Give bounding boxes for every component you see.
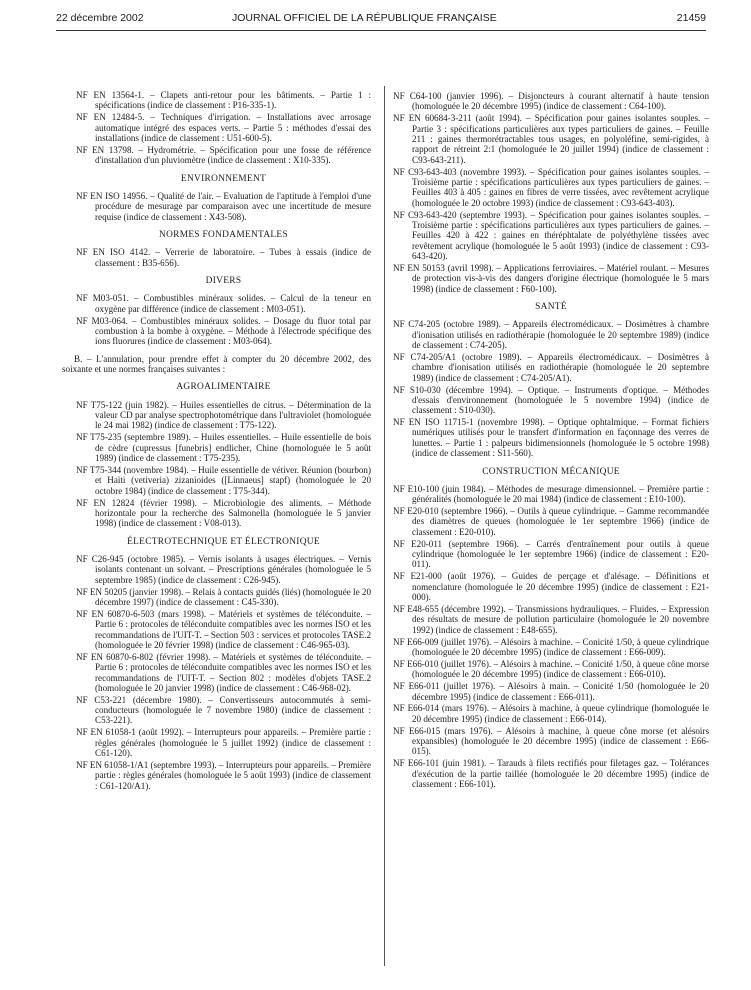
standard-entry: NF EN 61058-1 (août 1992). – Interrupteurs pour appareils. – Première partie : règles générales (homologuée le 5 juillet 1992) (indice de classement : C61-120). bbox=[76, 727, 371, 759]
standard-entry: NF C74-205/A1 (octobre 1989). – Appareils électromédicaux. – Dosimètres à chambre d'ionisation utilisés en radiothérapie (homologuée le 20 septembre 1989) (indice de classement : C74-205/A1). bbox=[393, 351, 709, 383]
section-heading: AGROALIMENTAIRE bbox=[176, 382, 271, 393]
standard-entry: NF C26-945 (octobre 1985). – Vernis isolants à usages électriques. – Vernis isolants contenant un solvant. – Prescriptions générales (homologuée le 5 septembre 1985) (indice de classement : C26-945). bbox=[76, 553, 371, 585]
standard-entry: NF E66-101 (juin 1981). – Tarauds à filets rectifiés pour filetages gaz. – Tolérances d'exécution de la partie taillée (homologuée le 20 décembre 1995) (indice de classement : E66-101). bbox=[393, 758, 709, 790]
standard-entry: NF E21-000 (août 1976). – Guides de perçage et d'alésage. – Définitions et nomenclature (homologuée le 20 décembre 1995) (indice de classement : E21-000). bbox=[393, 571, 709, 603]
section-heading: DIVERS bbox=[205, 276, 242, 286]
section-heading: CONSTRUCTION MÉCANIQUE bbox=[482, 466, 620, 477]
standard-entry: NF EN 60684-3-211 (août 1994). – Spécification pour gaines isolantes souples. – Partie 3 : spécifications particulières aux types particuliers de gaines. – Feuille 211 : gaines thermorétractables tous usages, en polyoléfine, semi-rigides, à rapport de rétreint 2:1 (homologuée le 20 juillet 1994) (indice de classement : C93-643-211). bbox=[393, 113, 709, 165]
column-divider bbox=[384, 86, 385, 966]
header-page-number: 21459 bbox=[676, 12, 706, 24]
standard-entry: NF E20-010 (septembre 1966). – Outils à queue cylindrique. – Gamme recommandée des diamètres de queues (homologuée le 1er septembre 1966) (indice de classement : E20-010). bbox=[393, 506, 709, 537]
standard-entry: NF EN ISO 11715-1 (novembre 1998). – Optique ophtalmique. – Format fichiers numériques utilisés pour le transfert d'information en façonnage des verres de lunettes. – Partie 1 : palpeurs bidimensionnels (homologuée le 5 octobre 1998) (indice de classement : S11-560). bbox=[393, 417, 709, 459]
standard-entry: NF EN ISO 14956. – Qualité de l'air. – Evaluation de l'aptitude à l'emploi d'une procédure de mesurage par comparaison avec une incertitude de mesure requise (indice de classement : X43-508). bbox=[76, 190, 371, 222]
standard-entry: NF M03-051. – Combustibles minéraux solides. – Calcul de la teneur en oxygène par différence (indice de classement : M03-051). bbox=[76, 293, 371, 314]
standard-entry: NF E66-010 (juillet 1976). – Alésoirs à machine. – Conicité 1/50, à queue cône morse (homologuée le 20 décembre 1995) (indice de classement : E66-010). bbox=[393, 658, 709, 680]
standard-entry: NF EN ISO 4142. – Verrerie de laboratoire. – Tubes à essais (indice de classement : B35-656). bbox=[76, 247, 371, 268]
paragraph: B. – L'annulation, pour prendre effet à compter du 20 décembre 2002, des soixante et une normes françaises suivantes : bbox=[62, 353, 371, 374]
standard-entry: NF T75-235 (septembre 1989). – Huiles essentielles. – Huile essentielle de bois de cèdre (cupressus [funebris] endlicher, Chine (homologuée le 5 août 1989) (indice de classement : T75-235). bbox=[76, 432, 371, 463]
standard-entry: NF S10-030 (décembre 1994). – Optique. – Instruments d'optique. – Méthodes d'essais d'environnement (homologuée le 5 novembre 1994) (indice de classement : S10-030). bbox=[393, 384, 709, 416]
page-header bbox=[56, 12, 706, 28]
standard-entry: NF E66-015 (mars 1976). – Alésoirs à machine, à queue cône morse (et alésoirs expansibles) (homologuée le 20 décembre 1995) (indice de classement : E66-015). bbox=[393, 725, 709, 757]
section-heading: ÉLECTROTECHNIQUE ET ÉLECTRONIQUE bbox=[127, 536, 320, 547]
header-rule bbox=[56, 30, 706, 31]
standard-entry: NF EN 50153 (avril 1998). – Applications ferroviaires. – Matériel roulant. – Mesures de protection vis-à-vis des dangers d'origine électrique (homologuée le 5 mars 1998) (indice de classement : F60-100). bbox=[393, 262, 709, 294]
standard-entry: NF M03-064. – Combustibles minéraux solides. – Dosage du fluor total par combustion à la bombe à oxygène. – Méthode à l'électrode spécifique des ions fluorures (indice de classement : M03-064). bbox=[76, 315, 371, 347]
standard-entry: NF EN 12824 (février 1998). – Microbiologie des aliments. – Méthode horizontale pour la recherche des Salmonella (homologuée le 5 janvier 1998) (indice de classement : V08-013). bbox=[76, 497, 371, 529]
standard-entry: NF EN 13564-1. – Clapets anti-retour pour les bâtiments. – Partie 1 : spécifications (indice de classement : P16-335-1). bbox=[76, 90, 371, 111]
standard-entry: NF C93-643-403 (novembre 1993). – Spécification pour gaines isolantes souples. – Troisième partie : spécifications particulières aux types particuliers de gaines. – Feuilles 403 à 405 : gaines en fibres de verre tissées, avec revêtement acrylique (homologuée le 20 octobre 1993) (indice de classement : C93-643-403). bbox=[393, 166, 709, 208]
right-column bbox=[393, 91, 709, 791]
standard-entry: NF EN 60870-6-503 (mars 1998). – Matériels et systèmes de téléconduite. – Partie 6 : protocoles de téléconduite compatibles avec les normes ISO et les recommandations de l'UIT-T. – Section 503 : services et protocoles TASE.2 (homologuée le 20 février 1998) (indice de classement : C46-965-03). bbox=[76, 608, 371, 650]
standard-entry: NF E20-011 (septembre 1966). – Carrés d'entraînement pour outils à queue cylindrique (homologuée le 1er septembre 1966) (indice de classement : E20-011). bbox=[393, 538, 709, 570]
standard-entry: NF E66-014 (mars 1976). – Alésoirs à machine, à queue cylindrique (homologuée le 20 décembre 1995) (indice de classement : E66-014). bbox=[393, 703, 709, 724]
standard-entry: NF T75-122 (juin 1982). – Huiles essentielles de citrus. – Détermination de la valeur CD par analyse spectrophotométrique dans l'ultraviolet (homologuée le 24 mai 1982) (indice de classement : T75-122). bbox=[76, 399, 371, 431]
standard-entry: NF E66-011 (juillet 1976). – Alésoirs à main. – Conicité 1/50 (homologuée le 20 décembre 1995) (indice de classement : E66-011). bbox=[393, 681, 709, 702]
standard-entry: NF E10-100 (juin 1984). – Méthodes de mesurage dimensionnel. – Première partie : généralités (homologuée le 20 mai 1984) (indice de classement : E10-100). bbox=[393, 483, 709, 505]
standard-entry: NF EN 12484-5. – Techniques d'irrigation. – Installations avec arrosage automatique intégré des espaces verts. – Partie 5 : méthodes d'essai des installations (indice de classement : U51-600-5). bbox=[76, 112, 371, 143]
standard-entry: NF EN 60870-6-802 (février 1998). – Matériels et systèmes de téléconduite. – Partie 6 : protocoles de téléconduite compatibles avec les normes ISO et les recommandations de l'UIT-T. – Section 802 : modèles d'objets TASE.2 (homologuée le 20 janvier 1998) (indice de classement : C46-968-02). bbox=[76, 651, 371, 693]
standard-entry: NF C64-100 (janvier 1996). – Disjoncteurs à courant alternatif à haute tension (homologuée le 20 décembre 1995) (indice de classement : C64-100). bbox=[393, 91, 709, 112]
standard-entry: NF EN 61058-1/A1 (septembre 1993). – Interrupteurs pour appareils. – Première partie : règles générales (homologuée le 5 août 1993) (indice de classement : C61-120/A1). bbox=[76, 760, 371, 791]
header-date: 22 décembre 2002 bbox=[56, 12, 144, 24]
standard-entry: NF C93-643-420 (septembre 1993). – Spécification pour gaines isolantes souples. – Troisième partie : spécifications particulières aux types particuliers de gaines. – Feuilles 420 à 422 : gaines en théréphtalate de polyéthylène tissées avec revêtement acrylique (homologuée le 5 août 1993) (indice de classement : C93-643-420). bbox=[393, 209, 709, 261]
section-heading: SANTÉ bbox=[535, 301, 567, 312]
standard-entry: NF C53-221 (décembre 1980). – Convertisseurs autocommutés à semi-conducteurs (homologuée le 7 novembre 1980) (indice de classement : C53-221). bbox=[76, 694, 371, 726]
left-column bbox=[62, 90, 371, 793]
standard-entry: NF EN 50205 (janvier 1998). – Relais à contacts guidés (liés) (homologuée le 20 décembre 1997) (indice de classement : C45-330). bbox=[76, 586, 371, 607]
standard-entry: NF C74-205 (octobre 1989). – Appareils électromédicaux. – Dosimètres à chambre d'ionisation utilisés en radiothérapie (homologuée le 20 septembre 1989) (indice de classement : C74-205). bbox=[393, 319, 709, 350]
section-heading: ENVIRONNEMENT bbox=[180, 173, 267, 184]
standard-entry: NF T75-344 (novembre 1984). – Huile essentielle de vétiver. Réunion (bourbon) et Haïti (vetiveria) zizanioides ([Linnaeus] stapf) (homologuée le 20 octobre 1984) (indice de classement : T75-344). bbox=[76, 464, 371, 496]
standard-entry: NF E66-009 (juillet 1976). – Alésoirs à machine. – Conicité 1/50, à queue cylindrique (homologuée le 20 décembre 1995) (indice de classement : E66-009). bbox=[393, 636, 709, 657]
section-heading: NORMES FONDAMENTALES bbox=[159, 229, 288, 240]
standard-entry: NF EN 13798. – Hydrométrie. – Spécification pour une fosse de référence d'installation d'un pluviomètre (indice de classement : X10-335). bbox=[76, 144, 371, 166]
standard-entry: NF E48-655 (décembre 1992). – Transmissions hydrauliques. – Fluides. – Expression des résultats de mesure de pollution particulaire (homologuée le 20 novembre 1992) (indice de classement : E48-655). bbox=[393, 604, 709, 635]
header-title: JOURNAL OFFICIEL DE LA RÉPUBLIQUE FRANÇAISE bbox=[232, 12, 497, 24]
